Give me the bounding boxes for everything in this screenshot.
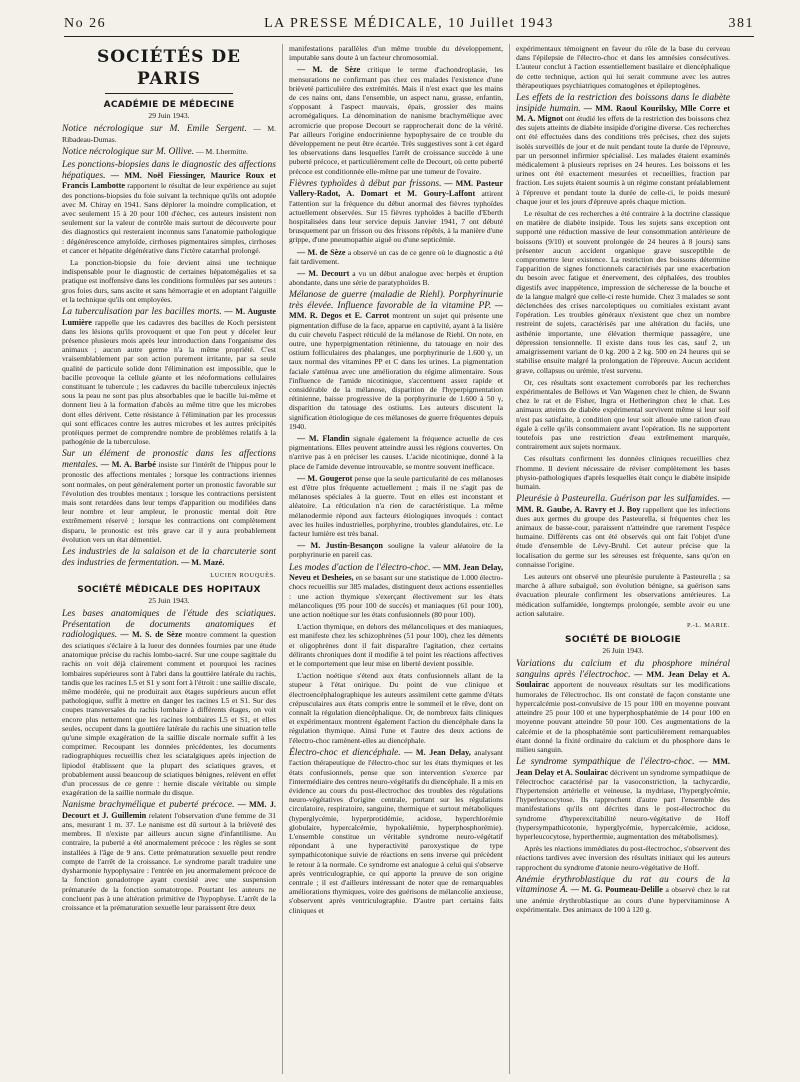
article-pronostic-mental: Sur un élément de pronostic dans les affections mentales. — M. A. Barbé insiste sur l'intérêt de l'hippus pour le pronostic des affections mentales ; lorsque les contractions iriennes sont normales, on peut généralement porter un pronostic favorable sur l'évolution des troubles mentaux ; lorsque les contractions persistent mais sont retardées dans leur temps d'apparition ou modifiées dans leur nombre et leur ampleur, le pronostic mental doit être extrêmement réservé ; lorsque les contractions ont complètement disparu, le pronostic est très grave car il y aura probablement évolution vers un état démentiel. [62, 449, 276, 544]
article-ponctions-biopsies: Les ponctions-biopsies dans le diagnostic des affections hépatiques. — MM. Noël Fiessinger, Maurice Roux et Francis Lambotte rapportent le résultat de leur expérience au sujet des ponctions-biopsies du foie suivant la technique qu'ils ont adoptée avec M. Chiray en 1941. Sans déplorer la moindre complication, et avec seulement 15 à 20 pour 100 d'échec, ces auteurs insistent non seulement sur la valeur de contrôle mais surtout de découverte pour des diagnostics qui resteraient inconnus sans l'anatomie pathologique : dégénérescence amyloïde, cirrhoses pigmentaires simples, cirrhoses et cancer et hépatite dégénérative dans l'ictère catarrhal prolongé. [62, 160, 276, 255]
article-discussion: — M. de Sèze a observé un cas de ce genre où le diagnostic a été fait tardivement. [289, 247, 503, 266]
biologie-title: SOCIÉTÉ DE BIOLOGIE [565, 635, 681, 646]
column-1 [62, 44, 276, 1076]
article-notice-sergent: Notice nécrologique sur M. Emile Sergent. — M. Ribadeau-Dumas. [62, 124, 276, 144]
article-discussion: — M. Decourt a vu un début analogue avec herpès et éruption abondante, dans une série de paratyphoïdes B. [289, 268, 503, 288]
page-number: No 26 [64, 16, 107, 31]
column-divider [509, 44, 510, 1074]
article-syndrome-sympathique: Le syndrome sympathique de l'électro-choc. — MM. Jean Delay et A. Soulairac décrivent un syndrome sympathique de l'électrochoc caractérisé par la vasoconstriction, la tachycardie, l'hypertension artérielle et veineuse, la mydriase, l'hyperglycémie, l'hyperleucocytose. Ils rapprochent d'autre part l'ensemble des manifestations qu'ils ont décrites dans le post-électrochoc du syndrome d'hyperexcitabilité neuro-végétative de Hoff (hypersympathicotonie, hyperglycémie, hypercalcémie, acidose, hyperleucocytose, hyperthermie, augmentation des métabolismes). [516, 757, 730, 842]
column-divider [282, 44, 283, 1074]
article-paragraph: Après les réactions immédiates du post-électrochoc, s'observent des réactions tardives avec inversion des résultats initiaux qui les auteurs rapprochent du syndrome d'atonie neuro-végétative de Hoff. [516, 844, 730, 872]
column-3 [516, 44, 730, 1076]
column-2 [289, 44, 503, 1076]
page-header [64, 16, 754, 36]
article-paragraph: L'action noétique s'étend aux états confusionnels allant de la stupeur à l'état onirique. Du point de vue clinique et électroencéphalographique les auteurs assimilent cette gamme d'états crépusculaires aux états compris entre le sommeil et le rêve, dont on connaît la régulation diencéphalique. Or, de nombreux faits cliniques et expérimentaux montrent également l'action du diencéphale dans la régulation thymique. Ainsi l'une et l'autre des deux actions de l'électro-choc ramènent-elles au diencéphale. [289, 671, 503, 745]
article-continuation: expérimentaux témoignent en faveur du rôle de la base du cerveau dans l'épilepsie de l'électro-choc et dans les amnésies consécutives. L'auteur conclut à l'action essentiellement basilaire et diencéphalique de cette technique, action qui lui serait commune avec les autres thérapeutiques psychiatriques comatogènes et épileptogènes. [516, 44, 730, 90]
article-paragraph: La ponction-biopsie du foie devient ainsi une technique indispensable pour le diagnostic de certaines hépatomégalies et sa pratique est inoffensive dans les conditions formulées par ses auteurs : gros foies durs, sans ascite et sans hémorragie et en adoptant l'aiguille et la technique qu'ils ont employées. [62, 258, 276, 304]
article-tuberculisation: La tuberculisation par les bacilles morts. — M. Auguste Lumière rappelle que les cadavres des bacilles de Koch persistent dans les lésions qu'ils provoquent et que l'on peut y déceler leur présence plusieurs mois après leur introduction dans l'organisme des animaux ; aucun autre germe n'a la même propriété. C'est vraisemblablement par son action purement irritante, par sa seule qualité de particule solide dont l'élimination est impossible, que le bacille provoque la cellule géante et les néoformations cellulaires constituant le tubercule ; les cadavres du bacille tuberculeux injectés sous la peau ne sont pas plus absorbables que le bacille lui-même et donnent lieu à la formation d'abcès au même titre que les microbes dont elles dérivent. Cette résistance à l'élimination par les processus qui sont efficaces contre les autres microbes et les autres précipités protéiques permet de comprendre nombre de problèmes relatifs à la pathogénie de la tuberculose. [62, 307, 276, 447]
article-paragraph: Le résultat de ces recherches a été contraire à la doctrine classique en matière de diabète insipide. Tous les sujets sans exception ont supporté une réduction massive de leur consommation antérieure de boissons (9/10) et souvent prolongée de 24 heures à 8 jours) sans présenter aucun accident organique grave susceptible de compromettre leur existence. La restriction des boissons détermine l'apparition de signes fonctionnels caractérisés par une exacerbation du besoin avec fatigue et énervement, des céphalées, des troubles digestifs avec inappétence, impression de sécheresse de la bouche et de la langue malgré que celle-ci reste humide. Chez 3 malades se sont déclenchées des crises narcoleptiques ou comitiales existant avant l'opération. Les troubles généraux n'existent que chez un nombre restreint de sujets, caractérisés par une altération du faciès, une asthénie importante, une élévation thermique passagère, une dépression tensionnelle. Il existe dans tous les cas, sauf 2, un amaigrissement variant de 0 kg. 200 à 2 kg. 500 en 24 heures qui se stabilise ensuite malgré la prolongation de l'épreuve. Aucun accident grave, collapsus ou urémie, n'est survenu. [516, 209, 730, 375]
societies-title: SOCIÉTÉS DE PARIS [96, 47, 242, 89]
article-electro-choc-modes: Les modes d'action de l'électro-choc. — MM. Jean Delay, Neveu et Desheies, en se basant sur une statistique de 1.000 électro-chocs recueillis sur 385 malades, distinguent deux actions essentielles : une action thymique s'exerçant électivement sur les états mélancoliques (95 pour 100 de succès) et maniaques (61 pour 100), une action noétique sur les états confusionnels (80 pour 100). [289, 562, 503, 619]
hopitaux-title: SOCIÉTÉ MÉDICALE DES HOPITAUX [77, 585, 261, 596]
article-notice-ollive: Notice nécrologique sur M. Ollive. — M. Lhermitte. [62, 146, 248, 157]
article-melanose: Mélanose de guerre (maladie de Riehl). Porphyrinurie très élevée. Influence favorable de la vitamine PP. — MM. R. Degos et E. Carrot montrent un sujet qui présente une pigmentation diffuse de la face, apparue en captivité, ayant à la lisière du cuir chevelu l'aspect réticulé de la mélanose de Riehl. On note, en outre, une hyperpigmentation rétinienne, du tatouage en noir des ostium folliculaires des phalanges, une porphyrinurie de 1.600 γ, un taux normal des vitamines PP et C dans les urines. La pigmentation faciale s'atténua avec une amélioration du régime alimentaire. Sous l'influence de l'amide nicotinique, s'accentuent assez rapide et considérable de la mélanose, disparition de l'hyperpigmentation rétinienne, baisse progressive de la porphyrinurie de 1.600 à 50 γ, disparition du tatouage des ostiums. Les auteurs discutent la signification étiologique de ces mélanoses de guerre fréquentes depuis 1940. [289, 290, 503, 431]
folio-number: 381 [728, 16, 754, 31]
article-fievres-typhoides: Fièvres typhoïdes à début par frissons. — MM. Pasteur Vallery-Radot, A. Domart et M. Goury-Laffont attirent l'attention sur la fréquence du début anormal des fièvres typhoïdes actuellement observées. Sur 15 fièvres typhoïdes à bacille d'Eberth hospitalisées dans leur service depuis Janvier 1941, 7 ont débuté brusquement par un frisson ou des frissons répétés, à la manière d'une grippe, d'une pneumopathie aiguë ou d'une septicémie. [289, 178, 503, 245]
article-calcium-phosphore: Variations du calcium et du phosphore minéral sanguins après l'électrochoc. — MM. Jean Delay et A. Soulairac apportent de nouveaux résultats sur les modifications humorales de l'électrochoc. Ils ont constaté de façon constante une hypercalcémie post-convulsive de 15 pour 100 en moyenne pouvant atteindre 25 pour 100 et une hyperphosphatémie de 14 pour 100 en moyenne pouvant atteindre 50 pour 100. Ces augmentations de la calcémie et de la phosphatémie sont particulièrement remarquables étant donné la fixité ordinaire du calcium et du phosphore dans le milieu sanguin. [516, 659, 730, 754]
article-sciatiques: Les bases anatomiques de l'étude des sciatiques. Présentation de documents anatomiques et radiologiques. — M. S. de Sèze montre comment la question des sciatiques s'éclaire à la lueur des données fournies par une étude anatomique précise du rachis lombo-sacré. Sur une coupe sagittale du rachis on voit déjà clairement comment et pourquoi les racines lombaires supérieures sont à l'abri dans la gouttière latérale du rachis, tandis que les racines L5 et S1 y sont fort à l'étroit : une saillie discale, même modérée, qui ne produirait aux étages supérieurs aucun effet pathologique, suffit à mettre en danger les racines L5 et S1. Sur des coupes transversales du rachis lombaire à différents étages, on voit encore plus nettement que les racines lombaires L5 et S1, et elles seules, occupent dans la gouttière latérale du rachis une situation telle qu'une simple exagération de la saillie discale normale suffit à les comprimer. Recoupant les données précédentes, les documents radiographiques recueillis chez les sciatalgiques après injection de lipiodol établissent que la plupart des sciatiques graves, et probablement aussi beaucoup de sciatiques bénignes, relèvent en effet d'un processus de ce genre : hernie discale véritable ou simple exagération de la saillie normale du disque. [62, 609, 276, 798]
article-paragraph: L'action thymique, en dehors des mélancoliques et des maniaques, est manifeste chez les schizophrènes (51 pour 100), chez les déments et oligophrènes dont il fait disparaître l'agitation, chez certains délirants chroniques dont il modifie à tel point les réactions affectives et le comportement que leur mise en liberté devient possible. [289, 622, 503, 668]
article-salaison: Les industries de la salaison et de la charcuterie sont des industries de fermentation. — M. Mazé. [62, 547, 276, 568]
journal-running-title: LA PRESSE MÉDICALE, 10 Juillet 1943 [264, 16, 554, 31]
article-paragraph: Or, ces résultats sont exactement corroborés par les recherches expérimentales de Bellows et Van Wagenen chez le chien, de Swann chez le rat et de Fisher, Ingra et Hetherington chez le chat. Les animaux atteints de diabète expérimental survivent même si leur soif n'est pas satisfaite, à condition que leur soit allouée une ration d'eau égale à celle qu'ils consommaient avant l'opération. Ils ne supportent toutefois pas une restriction d'eau extrêmement marquée, contrairement aux sujets normaux. [516, 377, 730, 452]
header-rule [64, 36, 754, 37]
academie-title: ACADÉMIE DE MÉDECINE [103, 100, 235, 110]
biologie-date: 26 Juin 1943. [602, 646, 644, 656]
article-nanisme: Nanisme brachymélique et puberté précoce. — MM. J. Decourt et J. Guillemin relatent l'observation d'une femme de 31 ans, mesurant 1 m. 37. Le nanisme est dû surtout à la brièveté des membres. Il n'existe par ailleurs aucun signe d'infantilisme. Au contraire, la puberté a été anormalement précoce : les règles se sont installées à l'âge de 9 ans. Cette prématuration sexuelle peut rendre compte de l'arrêt de la croissance. Le syndrome paraît traduire une dysharmonie hypophysaire : l'entrée en jeu anormalement précoce de la fonction gonadotrope ayant coexisté avec une suspension prématurée de la fonction somatotrope. Pourtant les auteurs ne concluent pas à une altération primitive de l'hypophyse. L'arrêt de la croissance et la prématuration sexuelle leur paraissent être deux [62, 800, 276, 912]
article-paragraph: Ces résultats confirment les données cliniques recueillies chez l'homme. Il devient nécessaire de réviser complètement les bases physio-pathologiques d'après lesquelles était conçu le diabète insipide humain. [516, 454, 730, 491]
article-discussion: — M. Justin-Besançon souligne la valeur aléatoire de la porphyrinurie en pareil cas. [289, 541, 503, 560]
signature: P.-L. MARIE. [686, 622, 730, 630]
academie-date: 29 Juin 1943. [148, 111, 190, 120]
article-discussion: — M. Flandin signale également la fréquence actuelle de ces pigmentations. Elles peuvent atteindre aussi les régions couvertes. On n'arrive pas à en préciser les causes. L'acide nicotinique, donné à la place de l'amide devenue introuvable, se montre souvent inefficace. [289, 434, 503, 471]
title-rule [105, 93, 233, 94]
signature: LUCIEN ROUQUÈS. [210, 572, 276, 580]
article-discussion: — M. Gougerot pense que la seule particularité de ces mélanoses est d'être plus fréquente actuellement ; mais il ne s'agit pas de mélanoses spéciales à la guerre. Tout en elles est inconstant et aléatoire. La réticulation n'a rien de caractéristique. La même mélanodermie répond aux facteurs étiologiques invoqués : contact avec les huiles industrielles, porphyrine, troubles glandulaires, etc. Le facteur lumière est très banal. [289, 473, 503, 539]
article-electro-choc-diencephale: Électro-choc et diencéphale. — M. Jean Delay, analysant l'action thérapeutique de l'électro-choc sur les états thymiques et les états confusionnels, pense que son intervention s'exerce par l'intermédiaire des centres neuro-végétatifs du diencéphale. Il a mis en évidence au cours du post-électrochoc des troubles des régulations neuro-végétatives d'origine centrale, portant sur les régulations circulatoire, respiratoire, sanguine, thermique et surtout métaboliques (hyperglycémie, hyperprotidémie, acidose, hyperchlorémie globulaire, hypercalcémie, hypokaliémie, hyperphosphorémie). L'ensemble constitue un véritable syndrome neuro-végétatif répondant à une hyperactivité paroxystique de type sympathicotonique suivie de réactions en sens inverse qui précèdent le retour à la normale. Ce syndrome est analogue à celui qui s'observe après ventriculographie, ce qui apporte la preuve de son origine centrale ; il est d'ailleurs intéressant de noter que de remarquables améliorations thymiques, voire des guérisons de mélancolie anxieuse, s'observent après ventriculographie. D'autre part certains faits cliniques et [289, 747, 503, 915]
article-paragraph: Les auteurs ont observé une pleurésie purulente à Pasteurella ; sa marche à allure subaiguë, son évolution bénigne, sa guérison sans évacuation pleurale confirment les observations antérieures. La médication sulfamidée, longtemps prolongée, semble avoir eu une action salutaire. [516, 572, 730, 618]
article-anemie-erythroblastique: Anémie érythroblastique du rat au cours de la vitaminose A. — M. G. Poumeau-Delille a observé chez le rat une anémie érythroblastique au cours d'une hypervitaminose A expérimentale. Des animaux de 100 à 120 g. [516, 874, 730, 915]
article-pleuresie-pasteurella: Pleurésie à Pasteurella. Guérison par les sulfamides. — MM. R. Gaube, A. Ravry et J. Boy rappellent que les infections dues aux germes du groupe des Pasteurella, si fréquentes chez les animaux de basse-cour, paraissent n'atteindre que rarement l'espèce humaine. Différents cas ont été observés qui ont fait l'objet d'une étude d'ensemble de Lévy-Bruhl. Cet auteur précise que la localisation du germe sur les séreuses est fréquente, sans qu'on en connaisse l'origine. [516, 494, 730, 569]
article-continuation: manifestations parallèles d'un même trouble du développement, imputable sans doute à un facteur chromosomial. [289, 44, 503, 63]
article-diabete-insipide: Les effets de la restriction des boissons dans le diabète insipide humain. — MM. Raoul Kourilsky, Mlle Corre et M. A. Mignot ont étudié les effets de la restriction des boissons chez des sujets atteints de diabète insipide d'origine diverse. Ces recherches ont été effectuées dans des conditions très précises, chez des sujets isolés surveillés de jour et de nuit pendant toute la durée de l'épreuve, par un personnel infirmier spécialisé. Les malades étaient examinés médicalement à plusieurs reprises en 24 heures. Les boissons et les urines ont été exactement mesurées et recueillies, fraction par fraction. Les sujets étaient soumis à un régime constant préalablement à l'épreuve et pendant toute la durée de celle-ci, le poids mesuré chaque jour et les jours d'épreuve après chaque miction. [516, 93, 730, 206]
hopitaux-date: 25 Juin 1943. [148, 596, 190, 606]
article-discussion-de-seze: — M. de Sèze critique le terme d'achondroplasie, les mensurations ne confirmant pas chez ces malades l'existence d'une brièveté particulière des extrémités. Mais il n'est exact que les mains de ces nains ont, dans l'ensemble, un aspect nanu, grasse, enfantin, s'opposant à l'aspect mauvais, épais, grossier des mains acromégaliques. La dénomination de nanisme brachymélique avec acromicrie que propose Decourt se rapprocherait donc de la vérité. Par ailleurs l'origine endocrinienne hypophysaire de ce trouble du développement ne peut être écartée. Très suggestives sont à cet égard les observations dans lesquelles l'arrêt de croissance succède à une puberté précoce, et particulièrement celle de Decourt, où cette puberté précoce est conditionnée elle-même par une tumeur de l'ovaire. [289, 65, 503, 176]
